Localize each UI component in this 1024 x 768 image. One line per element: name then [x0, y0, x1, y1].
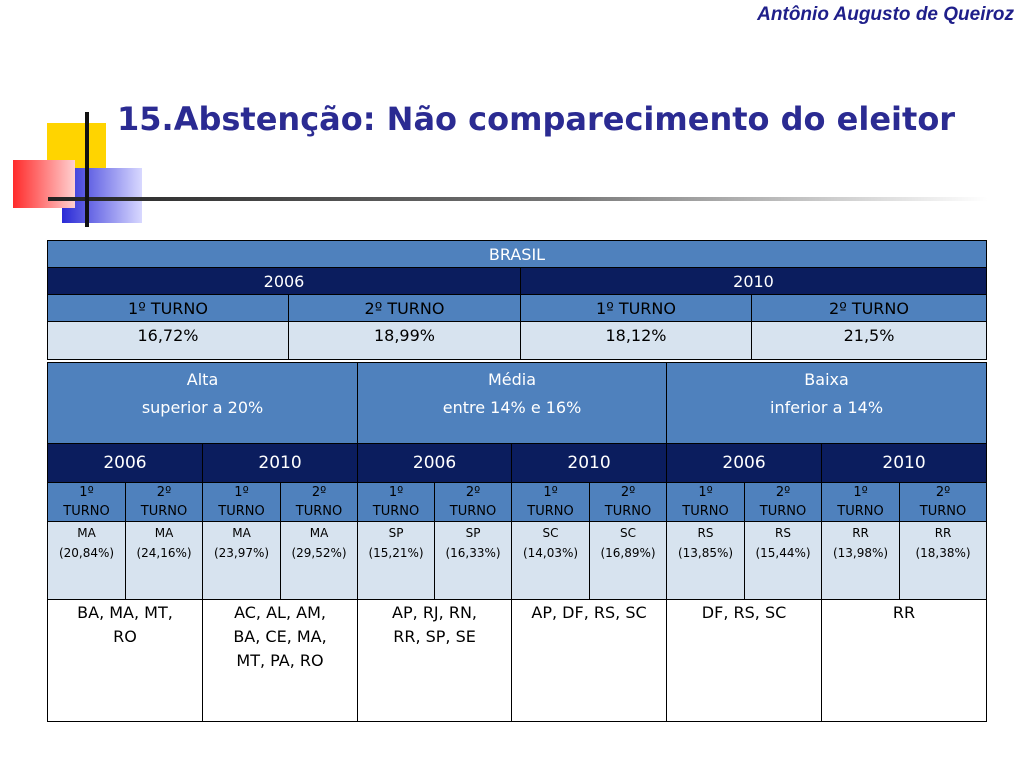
year-header: 2006: [667, 444, 822, 483]
state-list-cell: [203, 600, 358, 722]
turno-label: TURNO: [759, 504, 807, 519]
state-code: MA: [232, 526, 251, 540]
state-cell: [745, 522, 822, 600]
year-header: 2010: [512, 444, 667, 483]
turno-header: [512, 483, 590, 522]
state-cell: [590, 522, 667, 600]
state-cell: [358, 522, 435, 600]
turno-number: 1º: [234, 485, 249, 500]
turno-label: TURNO: [449, 504, 497, 519]
state-list-line: BA, MA, MT,: [77, 603, 173, 622]
turno-number: 2º: [775, 485, 791, 500]
state-code: MA: [154, 526, 174, 540]
state-cell: [667, 522, 745, 600]
category-range: entre 14% e 16%: [442, 398, 582, 417]
category-baixa: [667, 363, 987, 444]
state-list-line: AP, RJ, RN,: [392, 603, 477, 622]
turno-header: 1º TURNO: [521, 295, 752, 322]
turno-header: [281, 483, 358, 522]
abstention-value: 18,12%: [521, 322, 752, 360]
turno-header: 2º TURNO: [289, 295, 521, 322]
year-header: 2006: [48, 444, 203, 483]
year-header: 2006: [358, 444, 512, 483]
brasil-table: [47, 240, 987, 360]
turno-header: [822, 483, 900, 522]
category-alta: [48, 363, 358, 444]
state-code: RS: [775, 526, 792, 540]
turno-number: 1º: [698, 485, 713, 500]
turno-number: 2º: [620, 485, 636, 500]
year-2010-header: 2010: [521, 268, 987, 295]
turno-label: TURNO: [682, 504, 729, 519]
turno-header: [203, 483, 281, 522]
category-range: superior a 20%: [141, 398, 264, 417]
state-cell: [822, 522, 900, 600]
category-range: inferior a 14%: [770, 398, 884, 417]
turno-number: 1º: [853, 485, 868, 500]
state-list-line: DF, RS, SC: [701, 603, 787, 622]
category-name: Alta: [186, 370, 219, 389]
turno-label: TURNO: [218, 504, 265, 519]
state-percentage: (15,21%): [368, 546, 424, 560]
turno-label: TURNO: [295, 504, 343, 519]
state-list-cell: [48, 600, 203, 722]
state-cell: [48, 522, 126, 600]
turno-label: TURNO: [63, 504, 110, 519]
turno-header: [900, 483, 987, 522]
state-code: RR: [852, 526, 869, 540]
turno-header: [48, 483, 126, 522]
turno-number: 1º: [79, 485, 94, 500]
state-cell: [203, 522, 281, 600]
turno-header: [358, 483, 435, 522]
turno-label: TURNO: [837, 504, 884, 519]
turno-label: TURNO: [604, 504, 652, 519]
state-percentage: (29,52%): [291, 546, 347, 560]
state-list-line: AP, DF, RS, SC: [531, 603, 647, 622]
turno-header: [667, 483, 745, 522]
state-cell: [512, 522, 590, 600]
turno-header: 2º TURNO: [752, 295, 987, 322]
year-2006-header: 2006: [48, 268, 521, 295]
state-percentage: (16,89%): [600, 546, 656, 560]
brasil-header: BRASIL: [48, 241, 987, 268]
state-list-line: AC, AL, AM,: [234, 603, 326, 622]
state-code: MA: [309, 526, 329, 540]
turno-header: [126, 483, 203, 522]
turno-label: TURNO: [527, 504, 574, 519]
state-list-line: RR, SP, SE: [393, 627, 476, 646]
turno-number: 2º: [311, 485, 327, 500]
turno-header: [590, 483, 667, 522]
category-name: Baixa: [804, 370, 849, 389]
turno-label: TURNO: [919, 504, 967, 519]
state-percentage: (13,98%): [832, 546, 889, 560]
state-cell: [900, 522, 987, 600]
turno-label: TURNO: [372, 504, 420, 519]
state-percentage: (24,16%): [136, 546, 192, 560]
turno-number: 2º: [156, 485, 172, 500]
state-list-line: RO: [113, 627, 137, 646]
state-code: SC: [620, 526, 637, 540]
turno-number: 2º: [935, 485, 951, 500]
turno-number: 2º: [465, 485, 481, 500]
state-list-line: MT, PA, RO: [236, 651, 324, 670]
state-cell: [281, 522, 358, 600]
turno-header: [435, 483, 512, 522]
state-code: SP: [465, 526, 481, 540]
state-list-line: BA, CE, MA,: [233, 627, 327, 646]
state-percentage: (16,33%): [445, 546, 501, 560]
abstention-value: 21,5%: [752, 322, 987, 360]
year-header: 2010: [822, 444, 987, 483]
state-cell: [126, 522, 203, 600]
state-list-cell: [822, 600, 987, 722]
turno-number: 1º: [543, 485, 558, 500]
state-code: RR: [934, 526, 952, 540]
turno-label: TURNO: [140, 504, 188, 519]
state-code: MA: [77, 526, 96, 540]
turno-number: 1º: [388, 485, 404, 500]
state-list-line: RR: [892, 603, 916, 622]
state-list-cell: [667, 600, 822, 722]
state-percentage: (13,85%): [677, 546, 734, 560]
year-header: 2010: [203, 444, 358, 483]
author-name: Antônio Augusto de Queiroz: [757, 4, 1014, 25]
state-percentage: (18,38%): [915, 546, 971, 560]
category-media: [358, 363, 667, 444]
turno-header: 1º TURNO: [48, 295, 289, 322]
state-code: SC: [542, 526, 559, 540]
turno-header: [745, 483, 822, 522]
category-name: Média: [488, 370, 537, 389]
state-percentage: (15,44%): [755, 546, 811, 560]
state-code: SP: [388, 526, 404, 540]
state-cell: [435, 522, 512, 600]
state-list-cell: [358, 600, 512, 722]
page-title: 15.Abstenção: Não comparecimento do eleitor: [117, 100, 956, 138]
state-percentage: (20,84%): [58, 546, 115, 560]
abstention-value: 18,99%: [289, 322, 521, 360]
state-percentage: (23,97%): [213, 546, 270, 560]
state-code: RS: [697, 526, 714, 540]
state-list-cell: [512, 600, 667, 722]
state-percentage: (14,03%): [522, 546, 579, 560]
abstention-value: 16,72%: [48, 322, 289, 360]
faixas-table: [47, 362, 987, 722]
